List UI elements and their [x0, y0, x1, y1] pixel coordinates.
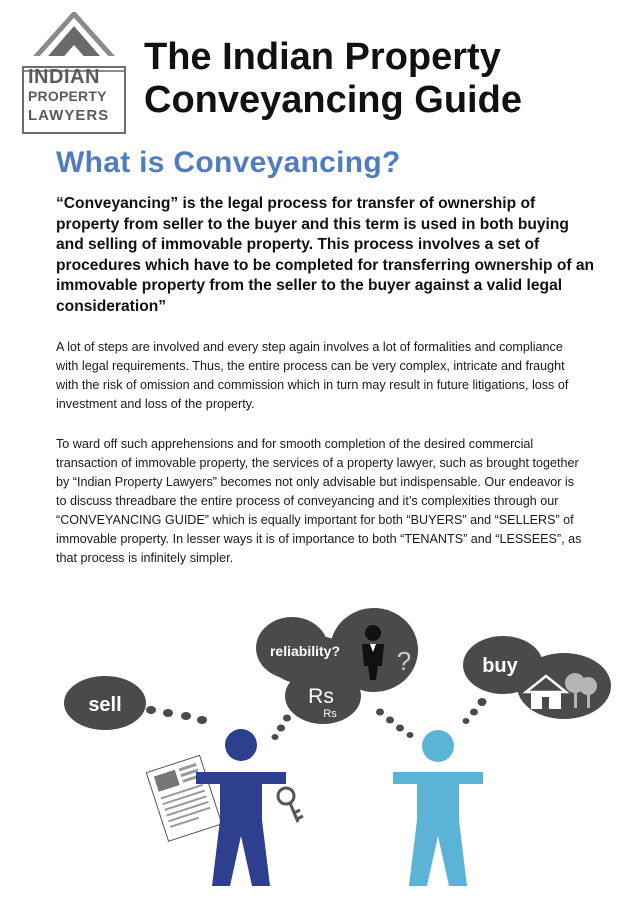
buy-label: buy [482, 655, 518, 677]
key-icon [278, 788, 303, 822]
title-line-2: Conveyancing Guide [144, 79, 522, 121]
section-heading: What is Conveyancing? [56, 146, 401, 179]
definition-quote: “Conveyancing” is the legal process for transfer of ownership of property from seller to the buyer and this term is used in both buying and selling of immovable property. This process involves a set of procedures which have to be completed for transferring ownership of an immovable property from the seller to the buyer against a valid legal consideration” [56, 195, 595, 315]
paragraph-steps: A lot of steps are involved and every step again involves a lot of formalities and compliance with legal requirements. Thus, the entire process can be very complex, intricate and fraught with the risk of omission and commission which in turn may result in future litigations, loss of investment and loss of the property. [56, 340, 569, 411]
rupee-symbol-large: Rs [308, 685, 334, 708]
paragraph-services: To ward off such apprehensions and for smooth completion of the desired commercial transaction of immovable property, the services of a property lawyer, such as brought together by “Indian Property Lawyers” becomes not only advisable but indispensable. Our endeavor is to discuss threadbare the entire process of conveyancing and it’s complexities through our “CONVEYANCING GUIDE” which is equally important for both “BUYERS” and “SELLERS” of immovable property. In lesser ways it is of importance to both “TENANTS” and “LESSEES”, as that process is infinitely simpler. [56, 437, 582, 565]
question-mark: ? [396, 646, 412, 676]
reliability-cloud [256, 608, 418, 724]
logo-text [28, 68, 124, 125]
document-icon [146, 755, 222, 841]
buy-bubble [463, 636, 611, 719]
page-title [144, 36, 522, 122]
thought-dots-left [146, 706, 207, 724]
roof-icon [22, 12, 126, 72]
sell-label: sell [88, 694, 122, 716]
logo-line-2: PROPERTY [28, 88, 107, 104]
logo-line-3: LAWYERS [28, 107, 110, 124]
conveyancing-illustration [0, 600, 638, 922]
rupee-symbol-small: Rs [323, 708, 337, 720]
company-logo [22, 12, 126, 136]
title-line-1: The Indian Property [144, 36, 501, 78]
sell-bubble [64, 676, 146, 730]
buyer-figure [393, 730, 483, 886]
thought-dots-right [463, 698, 487, 724]
logo-line-1: INDIAN [28, 66, 100, 88]
reliability-label: reliability? [269, 643, 341, 659]
